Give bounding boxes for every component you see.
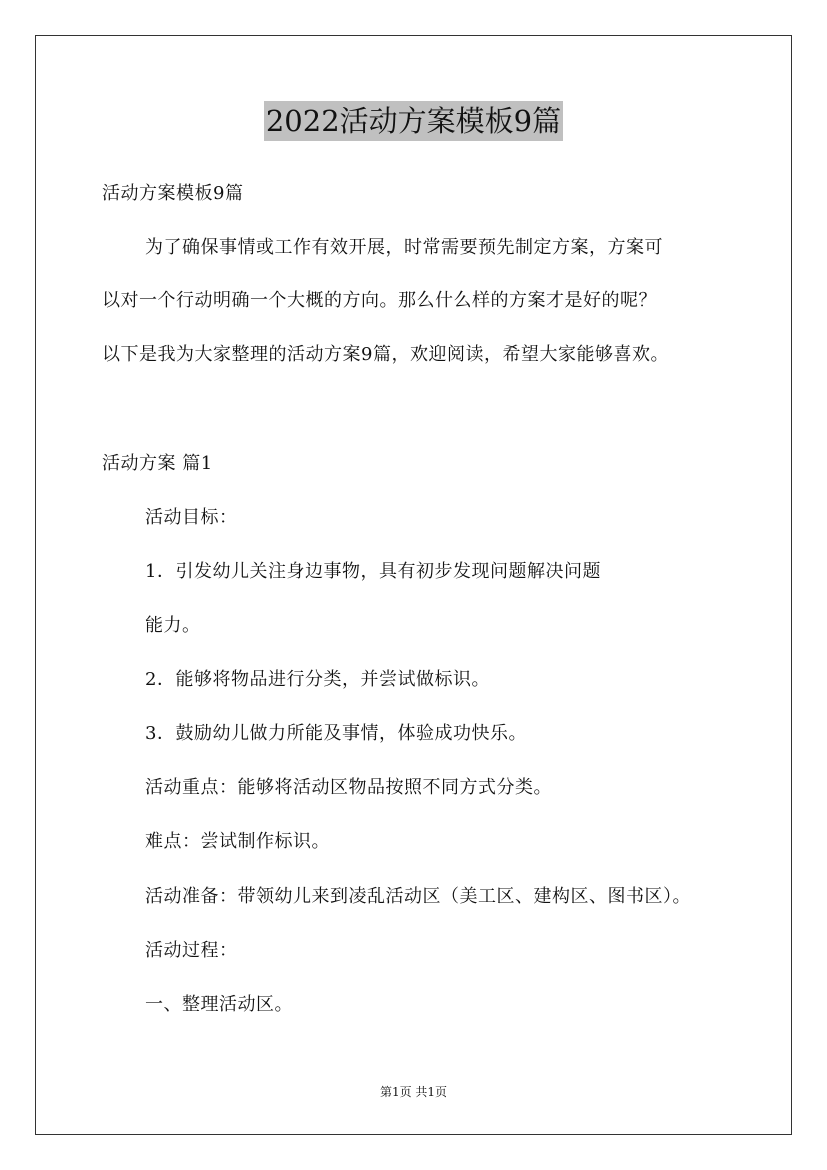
subtitle: 活动方案模板9篇	[102, 183, 244, 204]
document-title: 2022活动方案模板9篇	[264, 101, 563, 141]
intro-line-2: 以对一个行动明确一个大概的方向。那么什么样的方案才是好的呢？	[102, 290, 657, 311]
body-line-8: 活动准备：带领幼儿来到凌乱活动区（美工区、建构区、图书区）。	[145, 886, 691, 907]
section-heading: 活动方案 篇1	[102, 453, 213, 474]
body-line-2: 1．引发幼儿关注身边事物，具有初步发现问题解决问题	[145, 561, 601, 582]
body-line-4: 2．能够将物品进行分类，并尝试做标识。	[145, 669, 490, 690]
intro-line-1: 为了确保事情或工作有效开展，时常需要预先制定方案，方案可	[145, 237, 663, 258]
body-line-5: 3．鼓励幼儿做力所能及事情，体验成功快乐。	[145, 723, 527, 744]
body-line-9: 活动过程：	[145, 940, 238, 961]
page-footer: 第1页 共1页	[379, 1085, 448, 1099]
body-line-10: 一、整理活动区。	[145, 994, 293, 1015]
body-line-3: 能力。	[145, 615, 201, 636]
body-line-1: 活动目标：	[145, 507, 238, 528]
title-container	[0, 101, 827, 141]
body-line-6: 活动重点：能够将活动区物品按照不同方式分类。	[145, 777, 552, 798]
body-line-7: 难点：尝试制作标识。	[145, 831, 330, 852]
intro-line-3: 以下是我为大家整理的活动方案9篇，欢迎阅读，希望大家能够喜欢。	[102, 344, 669, 365]
